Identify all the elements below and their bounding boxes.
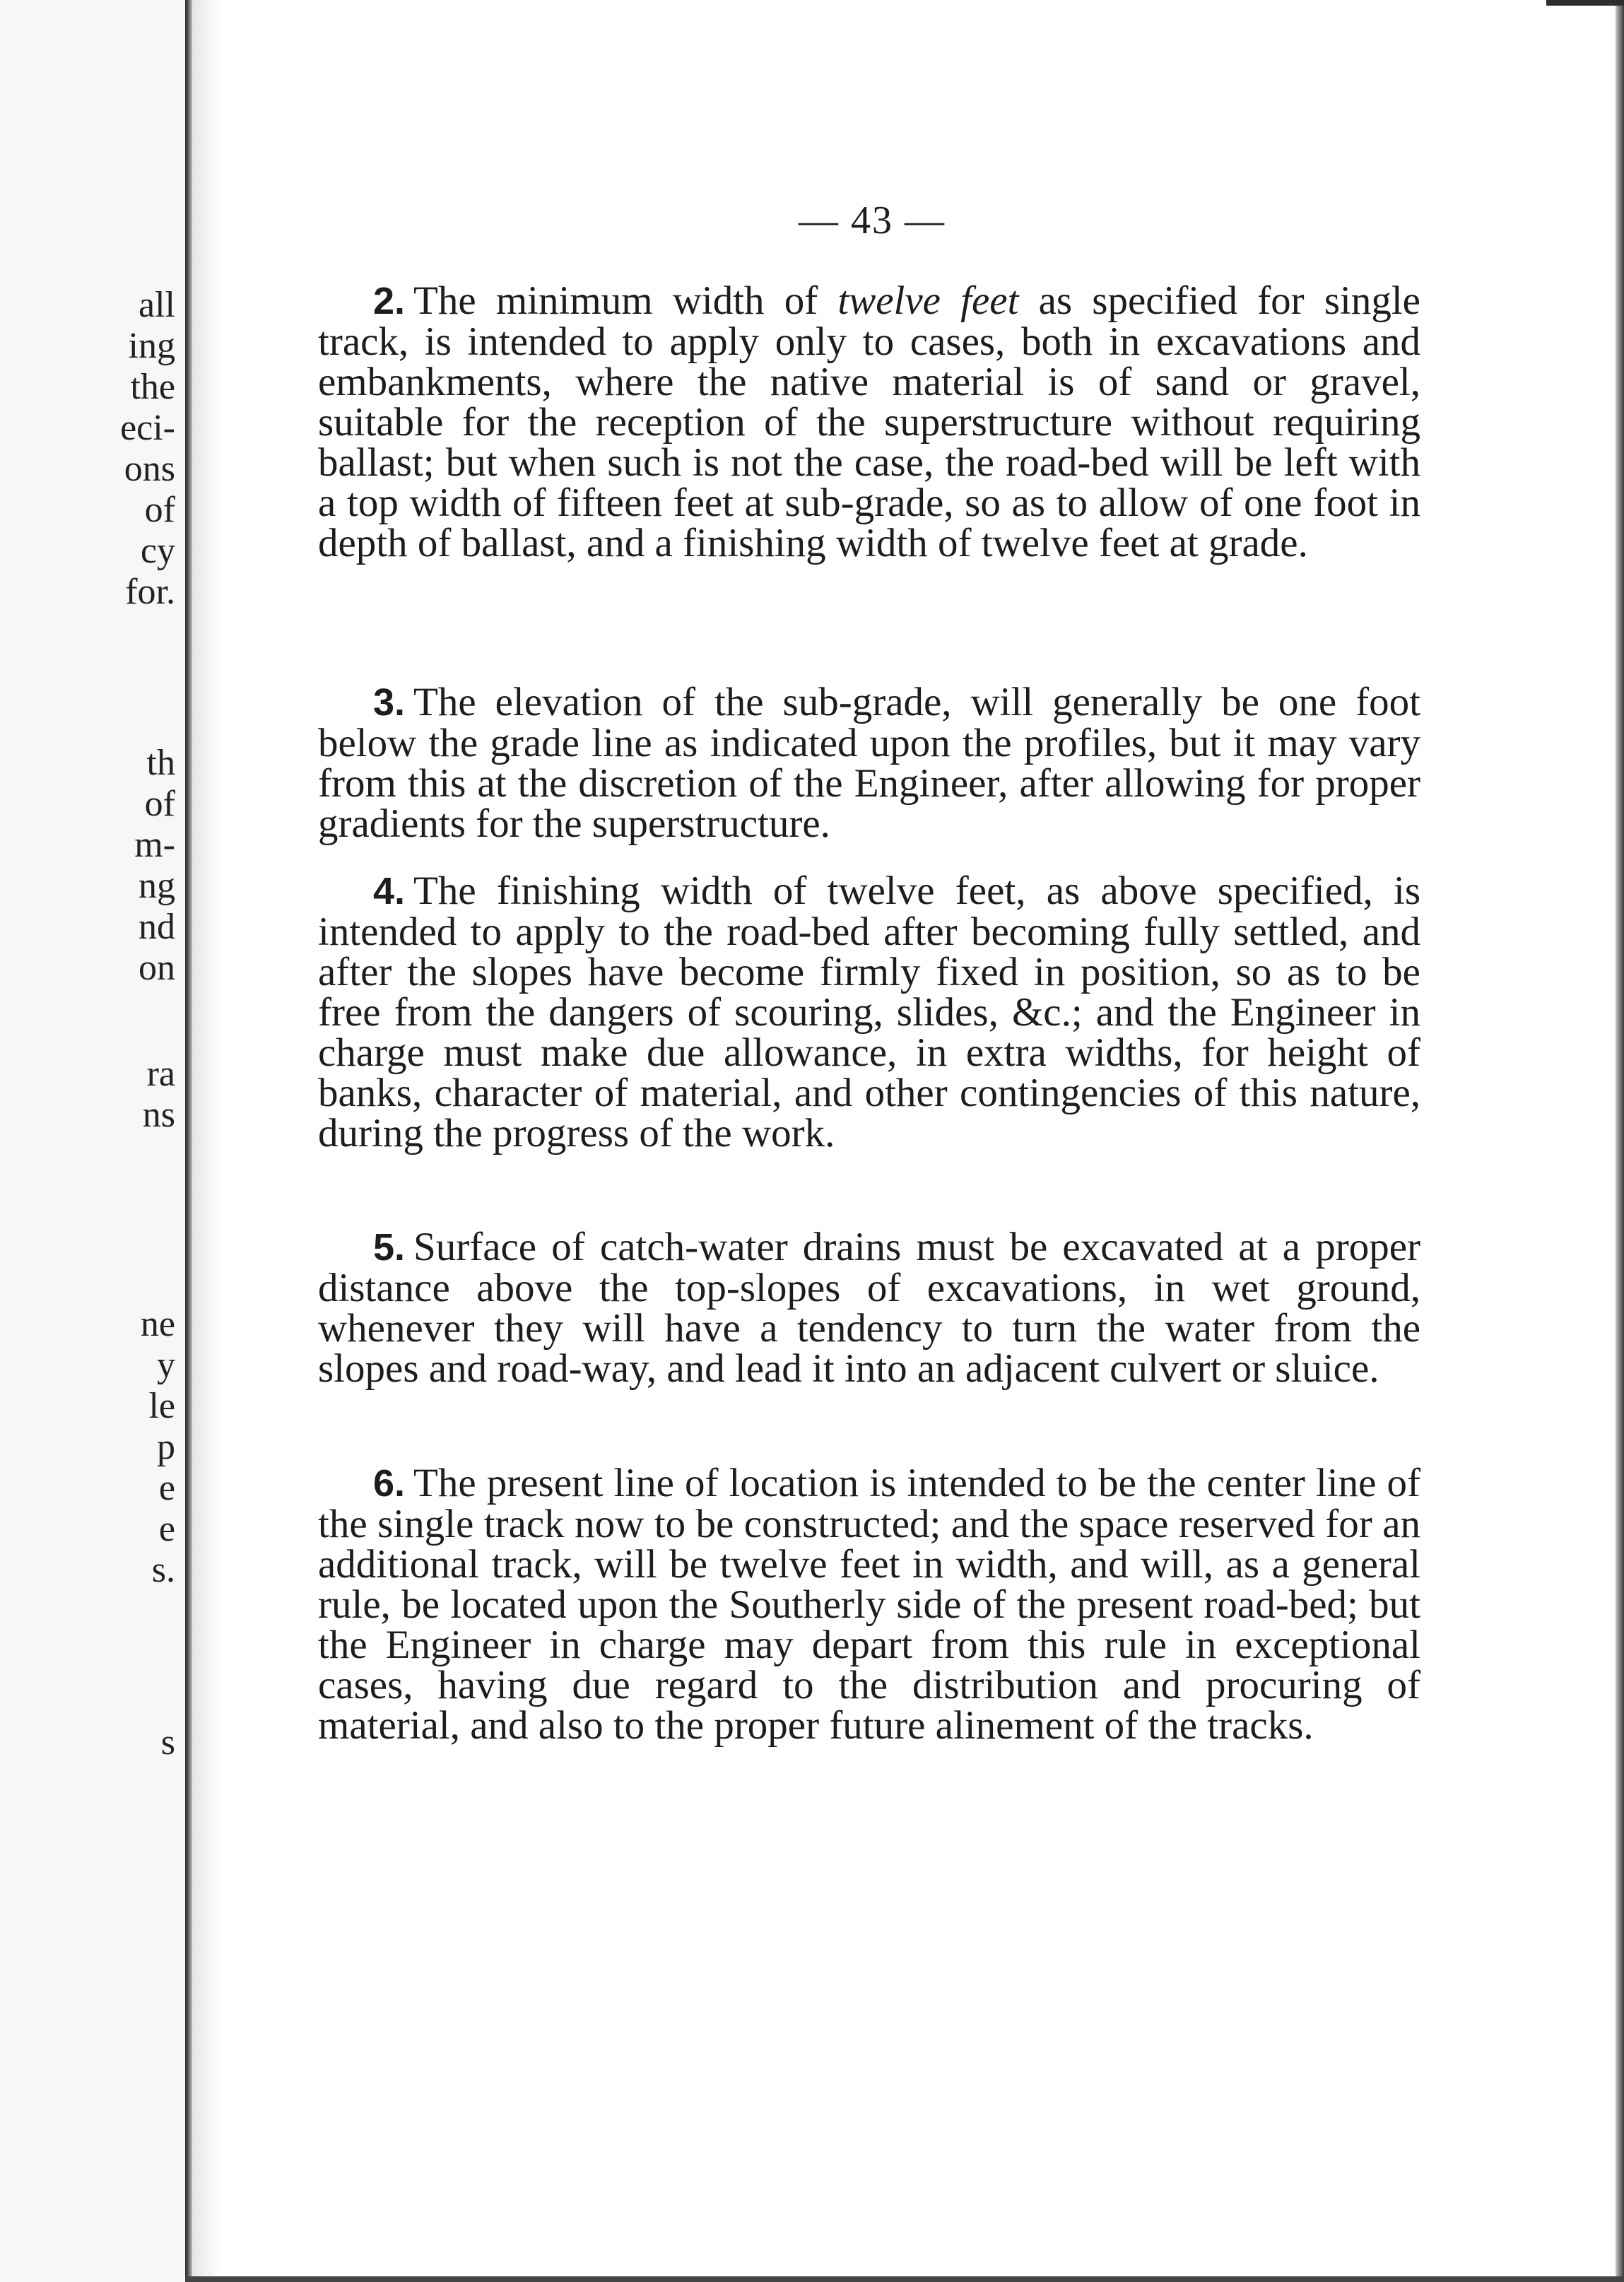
left-page-fragment: of — [144, 784, 175, 824]
left-page-fragment: p — [157, 1427, 175, 1467]
left-page-fragment: e — [158, 1509, 175, 1549]
left-page-fragment: s — [160, 1722, 175, 1763]
left-page-fragment: ing — [128, 326, 175, 366]
gutter-shadow — [192, 0, 220, 2282]
left-page-fragment: ns — [142, 1095, 175, 1135]
paragraph-text: The present line of location is intended to be the center line of the single track now to be constructed; and the space reserved for an additional track, will be twelve feet in width, and will, as a general rule, be located upon the Southerly side of the present road-bed; but the Engineer in charge may depart from this rule in exceptional cases, having due regard to the distribution and procuring of material, and also to the proper future alinement of the tracks. — [318, 1461, 1420, 1748]
paragraph-6 — [318, 1463, 1420, 1746]
page-number: — 43 — — [799, 199, 946, 242]
paragraph-number: 2. — [373, 280, 406, 322]
left-page-fragment: e — [158, 1468, 175, 1508]
left-page-fragment: for. — [125, 572, 175, 612]
left-page-fragment: y — [157, 1345, 175, 1385]
left-page-fragment: s. — [151, 1550, 175, 1590]
left-page-fragment: le — [148, 1386, 175, 1426]
left-page-fragment: th — [146, 743, 175, 783]
left-page-fragment: ra — [146, 1054, 175, 1094]
paragraph-text: The minimum width of twelve feet as specified for single track, is intended to apply only to cases, both in excavations and embankments, where the native material is of sand or gravel, suitable for the reception of the superstructure without requiring ballast; but when such is not the case, the road-bed will be left with a top width of fifteen feet at sub-grade, so as to allow of one foot in depth of ballast, and a finishing width of twelve feet at grade. — [318, 278, 1420, 565]
paragraph-4 — [318, 871, 1420, 1153]
left-page-fragment: cy — [140, 531, 175, 571]
paragraph-2 — [318, 278, 1420, 565]
paragraph-emphasis: twelve feet — [837, 278, 1019, 323]
left-page-fragment: ng — [139, 866, 175, 906]
left-page-fragment: on — [139, 948, 175, 988]
page-right-edge — [1616, 0, 1624, 2282]
paragraph-text: Surface of catch-water drains must be excavated at a proper distance above the top-slopes of excavations, in wet ground, whenever they will have a tendency to turn the water from the slopes and road-way, and lead it into an adjacent culvert or sluice. — [318, 1225, 1420, 1391]
book-gutter — [185, 0, 192, 2282]
left-page-fragment: the — [130, 367, 175, 407]
page-bottom-edge — [185, 2276, 1624, 2282]
paragraph-number: 6. — [373, 1462, 406, 1505]
left-page-fragment: all — [139, 285, 175, 325]
paragraph-5 — [318, 1227, 1420, 1389]
paragraph-number: 3. — [373, 681, 406, 724]
left-facing-page — [0, 0, 185, 2282]
left-page-fragment: of — [144, 490, 175, 530]
left-page-fragment: nd — [139, 907, 175, 947]
paragraph-number: 4. — [373, 870, 406, 912]
left-page-fragment: m- — [134, 825, 175, 865]
paragraph-text: The elevation of the sub-grade, will generally be one foot below the grade line as indicated upon the profiles, but it may vary from this at the discretion of the Engineer, after allowing for proper gradients for the superstructure. — [318, 680, 1420, 846]
left-page-fragment: ons — [124, 449, 175, 489]
paragraph-3 — [318, 682, 1420, 844]
paragraph-number: 5. — [373, 1226, 406, 1269]
left-page-fragment: eci- — [120, 408, 175, 448]
paragraph-text: The finishing width of twelve feet, as above specified, is intended to apply to the road-bed after becoming fully settled, and after the slopes have become firmly fixed in position, so as to be free from the dangers of scouring, slides, &c.; and the Engineer in charge must make due allowance, in extra widths, for height of banks, character of material, and other contingencies of this nature, during the progress of the work. — [318, 869, 1420, 1155]
page-top-edge — [1546, 0, 1624, 6]
left-page-fragment: ne — [140, 1304, 175, 1344]
